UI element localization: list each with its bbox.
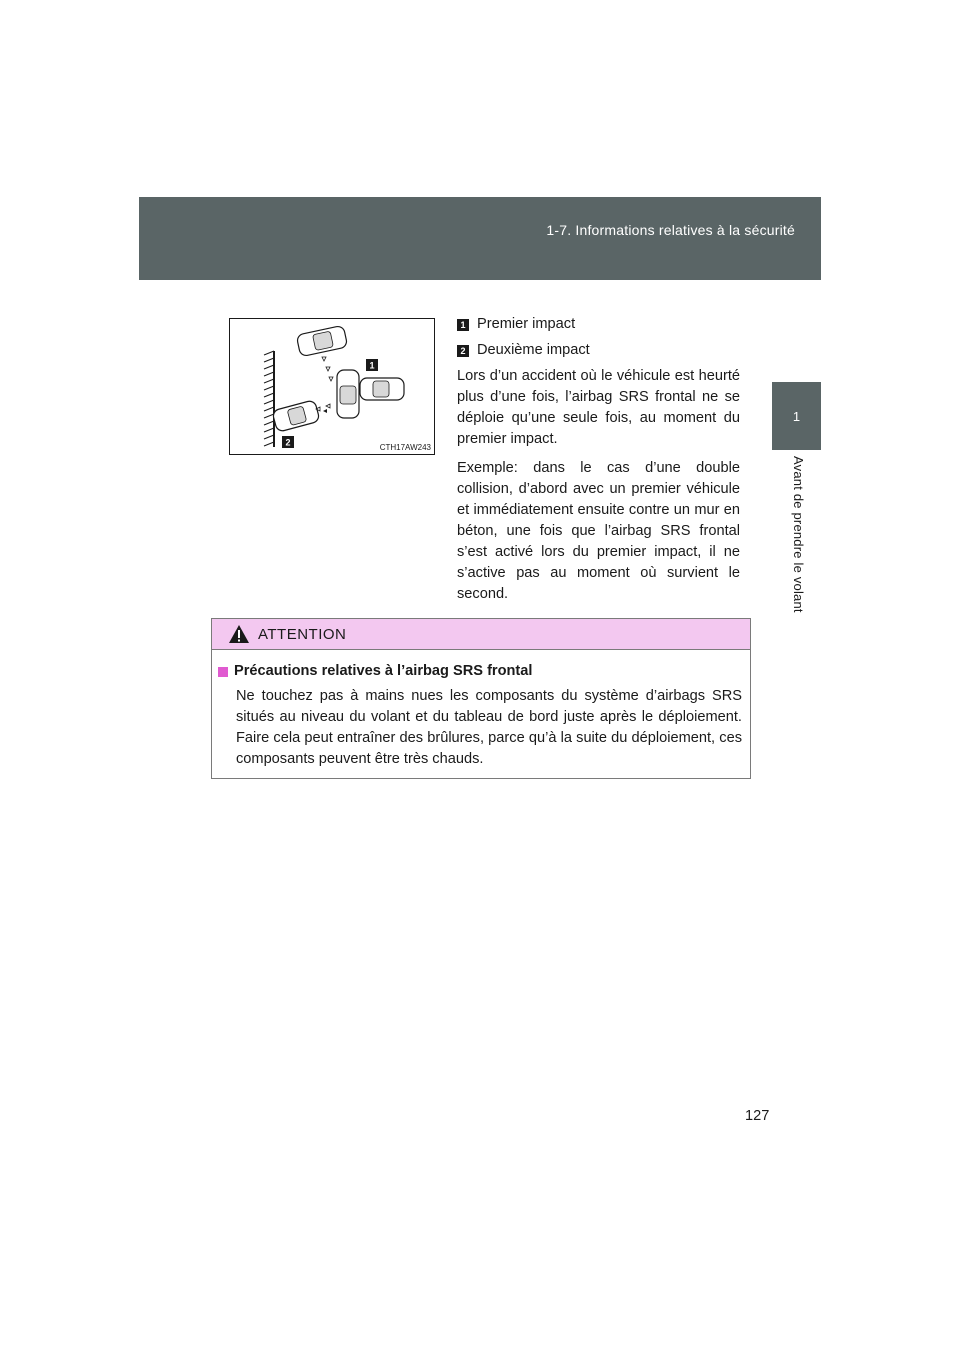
collision-illustration xyxy=(229,318,435,455)
legend-number-box: 1 xyxy=(457,319,469,331)
warning-box xyxy=(211,618,751,779)
bullet-square-icon xyxy=(218,667,228,677)
explanation-column xyxy=(457,314,740,613)
chapter-number: 1 xyxy=(792,408,801,424)
impact-arrow-icon xyxy=(323,409,327,413)
legend-item xyxy=(457,314,740,335)
warning-subtitle-row xyxy=(218,661,742,682)
warning-title: ATTENTION xyxy=(258,625,347,643)
wall-hatching xyxy=(264,351,274,446)
legend-number-box: 2 xyxy=(457,345,469,357)
callout-1-label: 1 xyxy=(369,360,375,371)
warning-header xyxy=(212,619,750,650)
other-vehicle-icon xyxy=(296,325,348,356)
warning-subtitle: Précautions relatives à l’airbag SRS frontal xyxy=(234,663,533,679)
vehicle-at-wall-icon xyxy=(272,400,320,433)
chapter-tab[interactable] xyxy=(772,382,821,450)
section-title: 1-7. Informations relatives à la sécurité xyxy=(546,222,795,238)
paragraph: Lors d’un accident où le véhicule est heurté plus d’une fois, l’airbag SRS frontal ne se déploie qu’une seule fois, au moment du premier impact. xyxy=(457,368,740,447)
main-vehicle-icon xyxy=(337,370,359,418)
warning-text: Ne touchez pas à mains nues les composants du système d’airbags SRS situés au niveau du volant et du tableau de bord juste après le déploiement. Faire cela peut entraîner des brûlures, parce qu’à la suite du déploiement, ces composants peuvent être très chauds. xyxy=(236,688,742,767)
legend-label: Deuxième impact xyxy=(477,342,590,358)
figure-code: CTH17AW243 xyxy=(379,443,431,452)
paragraph: Exemple: dans le cas d’une double collision, d’abord avec un premier véhicule et immédiatement ensuite contre un mur en béton, une fois que l’airbag SRS frontal s’est activé lors du premier impact, il ne s’active pas au moment où survient le second. xyxy=(457,460,740,602)
legend-item xyxy=(457,340,740,361)
chapter-label: Avant de prendre le volant xyxy=(791,456,806,613)
warning-body xyxy=(212,650,750,770)
motion-arrows xyxy=(316,357,333,411)
header-band xyxy=(139,197,821,280)
page-number: 127 xyxy=(745,1108,770,1124)
warning-triangle-icon xyxy=(228,624,250,644)
collision-diagram xyxy=(230,319,436,456)
callout-2-label: 2 xyxy=(285,437,291,448)
impacting-vehicle-icon xyxy=(360,378,404,400)
legend-label: Premier impact xyxy=(477,316,576,332)
